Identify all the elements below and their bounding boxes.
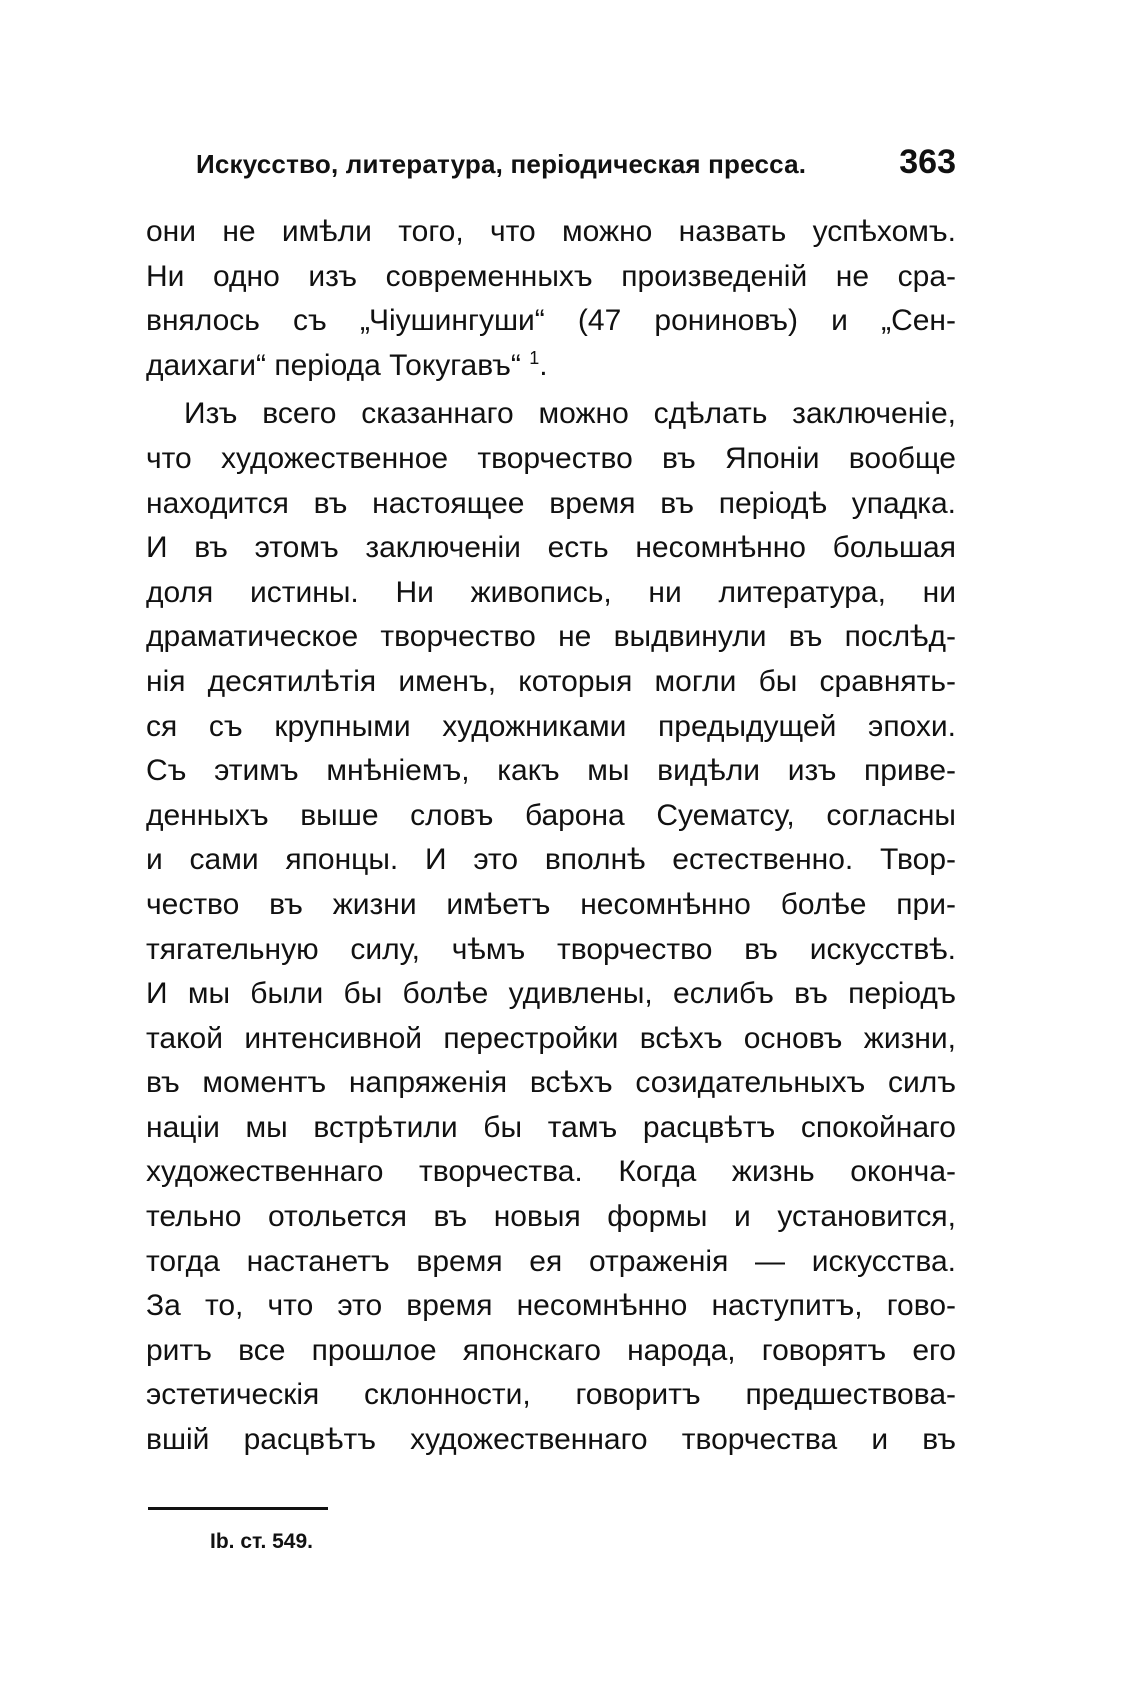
text-line: и сами японцы. И это вполнѣ естественно. Твор- [146, 843, 956, 877]
text-line: За то, что это время несомнѣнно наступитъ, гово- [146, 1289, 956, 1323]
paragraph-2 [146, 392, 956, 1462]
body-text [146, 210, 956, 1463]
text-line: доля истины. Ни живопись, ни литература, ни [146, 575, 956, 609]
text-line-content: даихаги“ періода Токугавъ“ [146, 348, 521, 382]
page-header [196, 143, 956, 193]
text-line: тельно отольется въ новыя формы и установится, [146, 1200, 956, 1234]
text-line: они не имѣли того, что можно назвать успѣхомъ. [146, 215, 956, 248]
text-line: И мы были бы болѣе удивлены, еслибъ въ періодъ [146, 977, 956, 1011]
footnote: Ib. ст. 549. [210, 1530, 313, 1553]
text-line: находится въ настоящее время въ періодѣ упадка. [146, 486, 956, 520]
text-line: въ моментъ напряженія всѣхъ созидательныхъ силъ [146, 1066, 956, 1100]
page-number: 363 [899, 143, 956, 181]
text-line: внялось съ „Чіушингуши“ (47 рониновъ) и „Сен- [146, 304, 956, 338]
text-line-last [146, 344, 956, 389]
text-line: что художественное творчество въ Японіи вообще [146, 441, 956, 475]
text-line: эстетическія склонности, говоритъ предшествова- [146, 1378, 956, 1412]
text-line: вшій расцвѣтъ художественнаго творчества и въ [146, 1423, 956, 1457]
footnote-reference: 1 [529, 347, 540, 368]
text-line: тогда настанетъ время ея отраженія — искусства. [146, 1244, 956, 1278]
text-line: ся съ крупными художниками предыдущей эпохи. [146, 709, 956, 743]
text-line: нія десятилѣтія именъ, которыя могли бы сравнять- [146, 664, 956, 698]
text-line: ритъ все прошлое японскаго народа, говорятъ его [146, 1333, 956, 1367]
text-line: націи мы встрѣтили бы тамъ расцвѣтъ спокойнаго [146, 1110, 956, 1144]
text-line: денныхъ выше словъ барона Суематсу, согласны [146, 798, 956, 832]
text-line: художественнаго творчества. Когда жизнь оконча- [146, 1155, 956, 1189]
paragraph-1 [146, 210, 956, 388]
text-line: И въ этомъ заключеніи есть несомнѣнно большая [146, 531, 956, 565]
sentence-end: . [539, 348, 548, 382]
text-line: чество въ жизни имѣетъ несомнѣнно болѣе при- [146, 887, 956, 921]
running-head: Искусство, литература, періодическая пресса. [196, 149, 807, 179]
text-line: драматическое творчество не выдвинули въ послѣд- [146, 620, 956, 654]
text-line: тягательную силу, чѣмъ творчество въ искусствѣ. [146, 932, 956, 966]
text-line: Съ этимъ мнѣніемъ, какъ мы видѣли изъ приве- [146, 754, 956, 788]
text-line: Изъ всего сказаннаго можно сдѣлать заключеніе, [184, 397, 956, 431]
text-line: Ни одно изъ современныхъ произведеній не сра- [146, 259, 956, 293]
text-line: такой интенсивной перестройки всѣхъ основъ жизни, [146, 1021, 956, 1055]
footnote-divider [148, 1507, 328, 1510]
